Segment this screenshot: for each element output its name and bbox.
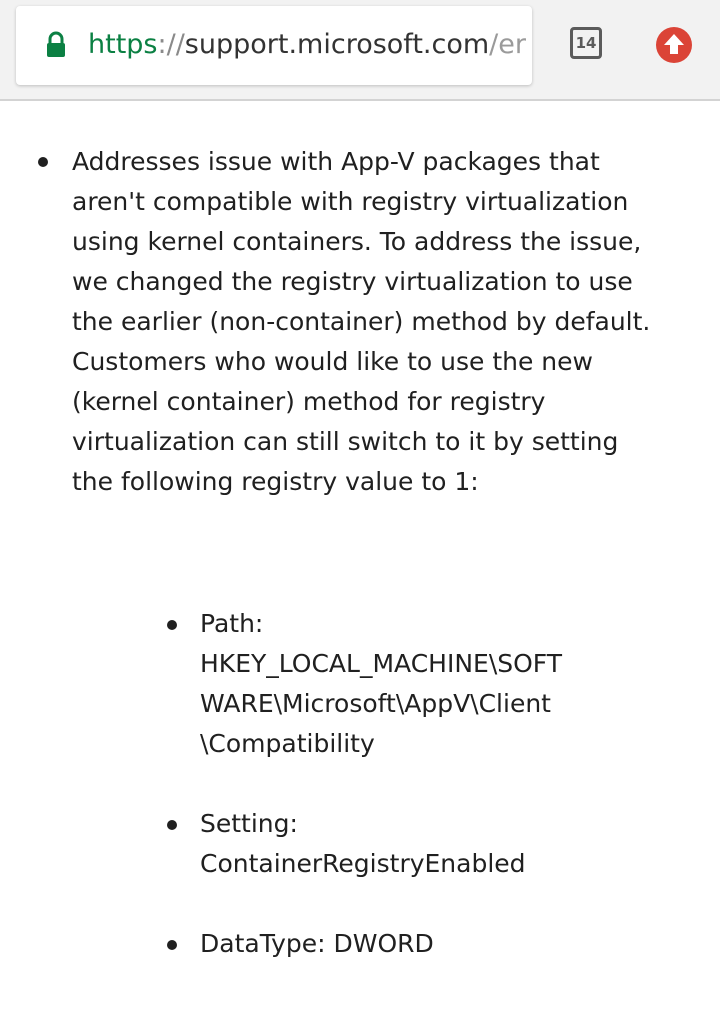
- path-value-line: WARE\Microsoft\AppV\Client: [200, 689, 551, 718]
- bullet: [167, 620, 177, 630]
- setting-label: Setting:: [200, 809, 298, 838]
- bullet: [38, 157, 48, 167]
- url-scheme: https: [88, 29, 158, 60]
- sub-item-path: [200, 604, 610, 764]
- setting-value: ContainerRegistryEnabled: [200, 849, 526, 878]
- path-label: Path:: [200, 609, 264, 638]
- url-host: support.microsoft.com: [184, 29, 490, 60]
- lock-icon[interactable]: [44, 31, 68, 59]
- bullet: [167, 820, 177, 830]
- path-value-line: HKEY_LOCAL_MACHINE\SOFT: [200, 649, 562, 678]
- url-separator: ://: [157, 29, 185, 60]
- path-value-line: \Compatibility: [200, 729, 375, 758]
- article-content: [0, 102, 720, 1025]
- update-arrow-icon[interactable]: [656, 27, 692, 63]
- browser-toolbar: [0, 0, 720, 101]
- sub-item-setting: [200, 804, 610, 884]
- address-bar[interactable]: [16, 6, 532, 85]
- url-text[interactable]: [88, 27, 526, 63]
- sub-item-datatype: DataType: DWORD: [200, 929, 434, 958]
- bullet: [167, 940, 177, 950]
- main-list-item: Addresses issue with App-V packages that aren't compatible with registry virtualization using kernel containers. To address the issue, we changed the registry virtualization to use the earlier (non-container) method by default. Customers who would like to use the new (kernel container) method for registry virtualization can still switch to it by setting the following registry value to 1:: [72, 147, 651, 496]
- url-path: /er: [489, 29, 526, 60]
- tab-switcher-button[interactable]: 14: [570, 27, 602, 59]
